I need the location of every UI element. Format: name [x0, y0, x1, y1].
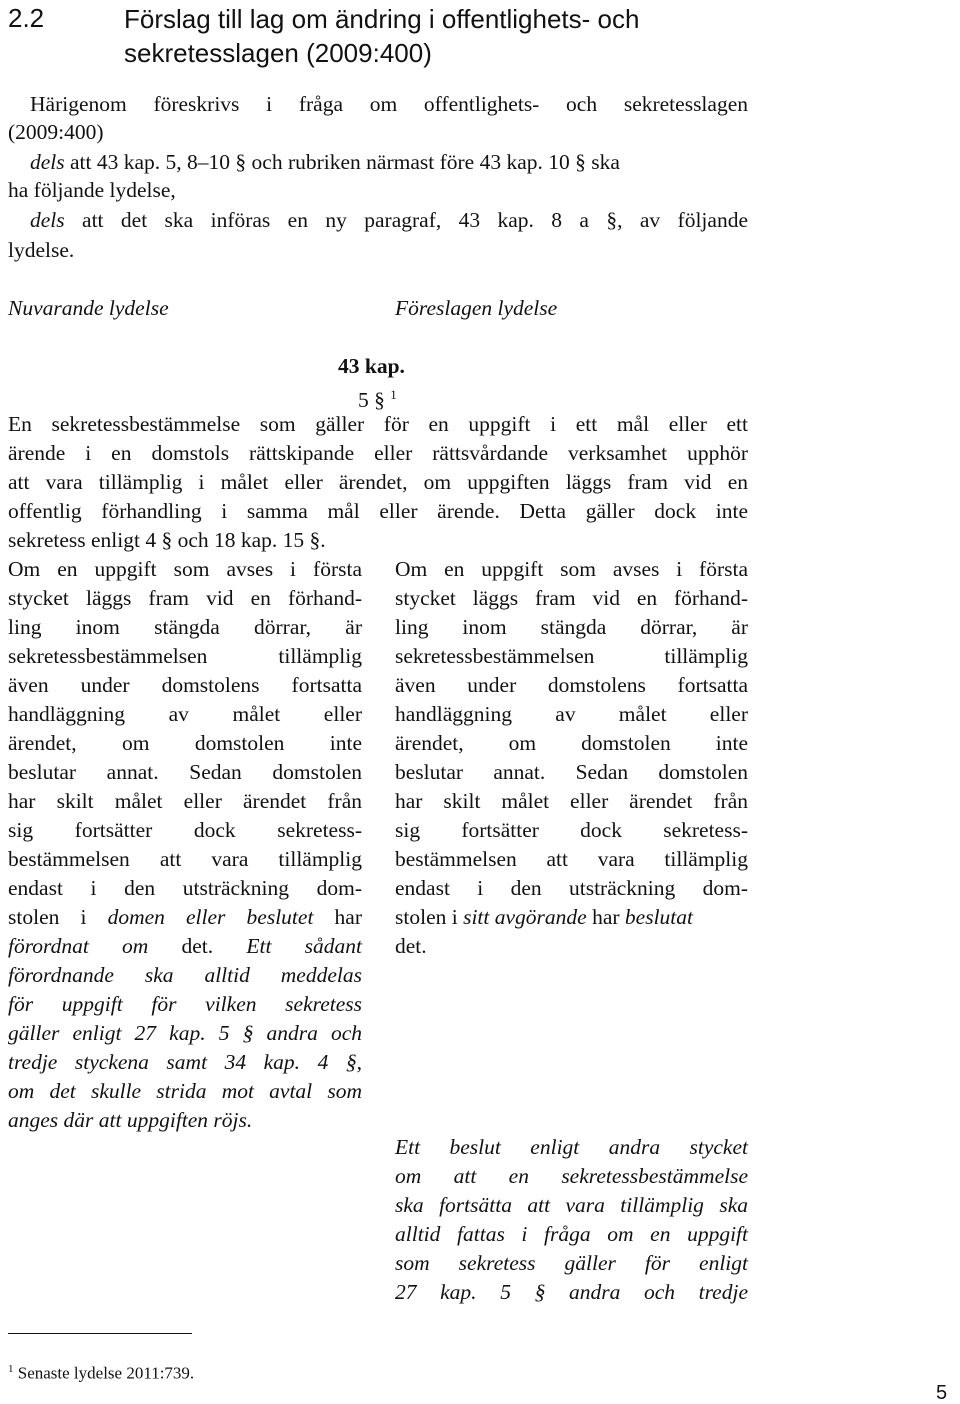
text-line: stycket läggs fram vid en förhand-: [8, 586, 362, 610]
text-line: ärendet, om domstolen inte: [395, 731, 748, 755]
text-line: alltid fattas i fråga om en uppgift: [395, 1222, 748, 1246]
intro-line4: ha följande lydelse,: [8, 178, 176, 202]
right-column-proposed: [395, 555, 748, 903]
text-line: ling inom stängda dörrar, är: [395, 615, 748, 639]
right-column-italic: [395, 1133, 748, 1307]
section-title-line2: sekretesslagen (2009:400): [124, 38, 432, 68]
text-line: sekretessbestämmelsen tillämplig: [395, 644, 748, 668]
text-line: stycket läggs fram vid en förhand-: [395, 586, 748, 610]
text-line: beslutar annat. Sedan domstolen: [8, 760, 362, 784]
text-line: som sekretess gäller för enligt: [395, 1251, 748, 1275]
section-title: [124, 2, 639, 70]
intro-line1: Härigenom föreskrivs i fråga om offentlighets- och sekretesslagen: [30, 92, 748, 116]
intro-line6: lydelse.: [8, 238, 75, 262]
text-line: har skilt målet eller ärendet från: [395, 789, 748, 813]
text-line: handläggning av målet eller: [395, 702, 748, 726]
text-line: 27 kap. 5 § andra och tredje: [395, 1280, 748, 1304]
text-line: ärendet, om domstolen inte: [8, 731, 362, 755]
text-line: om det skulle strida mot avtal som: [8, 1079, 362, 1103]
footnote-text: Senaste lydelse 2011:739.: [17, 1363, 195, 1383]
intro-line3: dels att 43 kap. 5, 8–10 § och rubriken närmast före 43 kap. 10 § ska: [30, 150, 620, 174]
text-line: beslutar annat. Sedan domstolen: [395, 760, 748, 784]
footnote-rule: [8, 1333, 192, 1334]
column-header-proposed: Föreslagen lydelse: [395, 296, 558, 320]
text-line: anges där att uppgiften röjs.: [8, 1108, 253, 1132]
text-line: ärende i en domstols rättskipande eller rättsvårdande verksamhet upphör: [8, 441, 748, 465]
text-line: gäller enligt 27 kap. 5 § andra och: [8, 1021, 362, 1045]
text-line: Om en uppgift som avses i första: [395, 557, 748, 581]
page-number: 5: [936, 1382, 948, 1404]
text-line: sig fortsätter dock sekretess-: [395, 818, 748, 842]
left-column-italic: [8, 961, 362, 1135]
text-line: Om en uppgift som avses i första: [8, 557, 362, 581]
text-line: ska fortsätta att vara tillämplig ska: [395, 1193, 748, 1217]
section-number: 2.2: [8, 3, 45, 33]
left-line-14: förordnat om det. Ett sådant: [8, 934, 362, 958]
text-line: om att en sekretessbestämmelse: [395, 1164, 748, 1188]
text-line: Ett beslut enligt andra stycket: [395, 1135, 748, 1159]
left-column-current: [8, 555, 362, 903]
text-line: bestämmelsen att vara tillämplig: [395, 847, 748, 871]
text-line: förordnande ska alltid meddelas: [8, 963, 362, 987]
text-line: även under domstolens fortsatta: [8, 673, 362, 697]
text-line: sekretess enligt 4 § och 18 kap. 15 §.: [8, 528, 326, 552]
intro-line2: (2009:400): [8, 120, 104, 144]
right-line-13: stolen i sitt avgörande har beslutat: [395, 905, 694, 929]
text-line: att vara tillämplig i målet eller ärendet, om uppgiften läggs fram vid en: [8, 470, 748, 494]
text-line: sig fortsätter dock sekretess-: [8, 818, 362, 842]
text-line: offentlig förhandling i samma mål eller ärende. Detta gäller dock inte: [8, 499, 748, 523]
right-line-14: det.: [395, 934, 427, 958]
text-line: för uppgift för vilken sekretess: [8, 992, 362, 1016]
text-line: har skilt målet eller ärendet från: [8, 789, 362, 813]
text-line: handläggning av målet eller: [8, 702, 362, 726]
footnote-number: 1: [8, 1363, 14, 1375]
footnote: [8, 1358, 194, 1385]
text-line: endast i den utsträckning dom-: [395, 876, 748, 900]
common-paragraph: [8, 410, 748, 555]
text-line: endast i den utsträckning dom-: [8, 876, 362, 900]
section-title-line1: Förslag till lag om ändring i offentlighets- och: [124, 4, 640, 34]
intro-line5: dels att det ska införas en ny paragraf, 43 kap. 8 a §, av följande: [30, 208, 748, 232]
chapter-heading: 43 kap.: [338, 354, 405, 378]
section-label: 5 §: [358, 388, 385, 413]
column-header-current: Nuvarande lydelse: [8, 296, 169, 320]
text-line: En sekretessbestämmelse som gäller för en uppgift i ett mål eller ett: [8, 412, 748, 436]
left-line-13: stolen i domen eller beslutet har: [8, 905, 362, 929]
footnote-ref: 1: [390, 387, 397, 402]
text-line: bestämmelsen att vara tillämplig: [8, 847, 362, 871]
text-line: tredje styckena samt 34 kap. 4 §,: [8, 1050, 362, 1074]
text-line: även under domstolens fortsatta: [395, 673, 748, 697]
text-line: ling inom stängda dörrar, är: [8, 615, 362, 639]
text-line: sekretessbestämmelsen tillämplig: [8, 644, 362, 668]
